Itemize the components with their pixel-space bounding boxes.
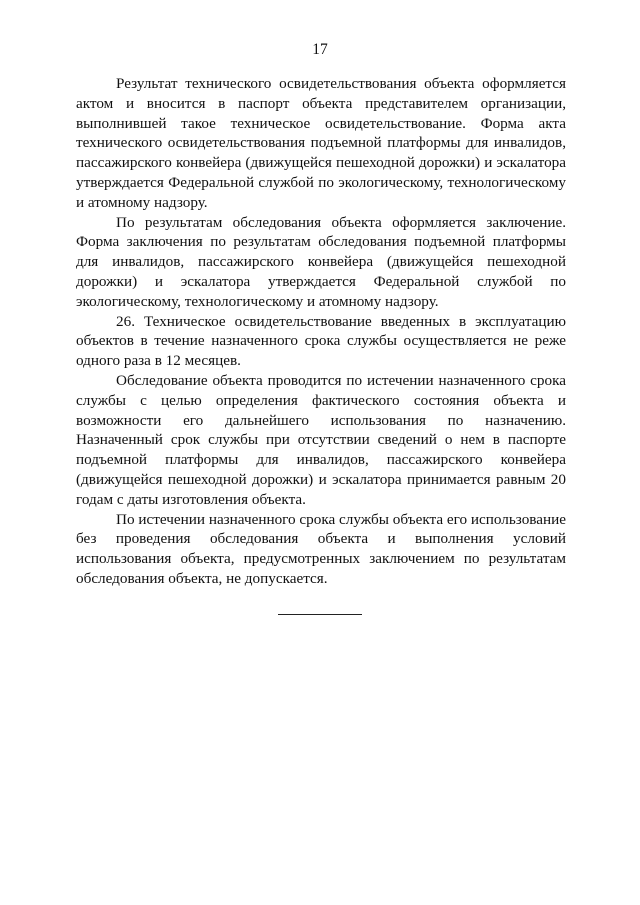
paragraph-survey-timing: Обследование объекта проводится по истечении назначенного срока службы с целью определения фактического состояния объекта и возможности его дальнейшего использования по назначению. Назначенный срок службы при отсутствии сведений о нем в паспорте подъемной платформы для инвалидов, пассажирского конвейера (движущейся пешеходной дорожки) и эскалатора принимается равным 20 годам с даты изготовления объекта. <box>76 371 566 508</box>
paragraph-use-prohibition: По истечении назначенного срока службы объекта его использование без проведения обследования объекта и выполнения условий использования объекта, предусмотренных заключением по результатам обследования объекта, не допускается. <box>76 510 566 587</box>
page-number: 17 <box>312 41 328 58</box>
document-body <box>76 74 566 589</box>
paragraph-survey-conclusion: По результатам обследования объекта оформляется заключение. Форма заключения по результатам обследования подъемной платформы для инвалидов, пассажирского конвейера (движущейся пешеходной дорожки) и эскалатора утверждается Федеральной службой по экологическому, технологическому и атомному надзору. <box>76 213 566 310</box>
end-of-text-divider <box>278 614 362 615</box>
paragraph-inspection-result: Результат технического освидетельствования объекта оформляется актом и вносится в паспорт объекта представителем организации, выполнившей такое техническое освидетельствование. Форма акта технического освидетельствования подъемной платформы для инвалидов, пассажирского конвейера (движущейся пешеходной дорожки) и эскалатора утверждается Федеральной службой по экологическому, технологическому и атомному надзору. <box>76 75 566 211</box>
paragraph-clause-26: 26. Техническое освидетельствование введенных в эксплуатацию объектов в течение назначенного срока службы осуществляется не реже одного раза в 12 месяцев. <box>76 312 566 370</box>
